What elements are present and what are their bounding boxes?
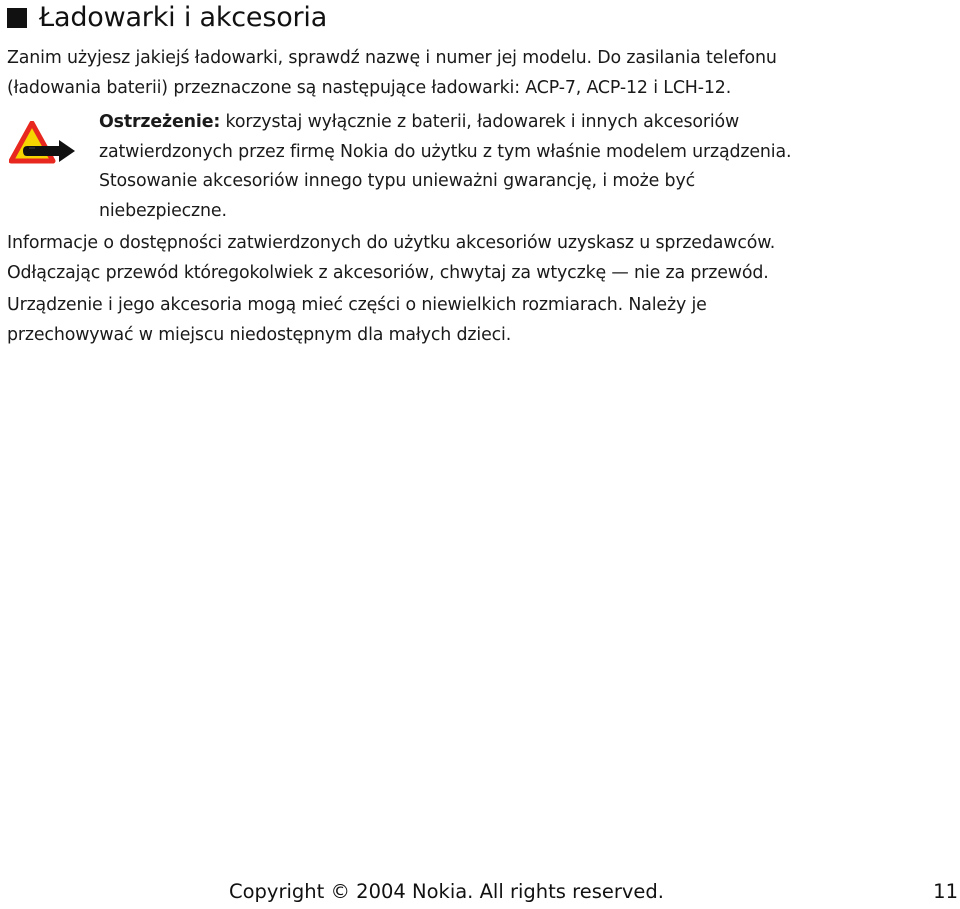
footer-copyright: Copyright © 2004 Nokia. All rights reserved.: [229, 880, 664, 903]
warning-line-2: zatwierdzonych przez firmę Nokia do użytku z tym właśnie modelem urządzenia.: [99, 141, 792, 162]
page-title: Ładowarki i akcesoria: [39, 1, 328, 33]
warning-line-3: Stosowanie akcesoriów innego typu unieważni gwarancję, i może być: [99, 171, 696, 191]
info-line-1: Informacje o dostępności zatwierdzonych do użytku akcesoriów uzyskasz u sprzedawców.: [7, 233, 776, 253]
small-parts-line-2: przechowywać w miejscu niedostępnym dla małych dzieci.: [7, 324, 512, 345]
warning-hand-icon: [9, 121, 77, 165]
intro-paragraph: [7, 44, 777, 103]
intro-line-2: (ładowania baterii) przeznaczone są następujące ładowarki: ACP-7, ACP-12 i LCH-12.: [7, 77, 732, 98]
intro-line-1: Zanim użyjesz jakiejś ładowarki, sprawdź nazwę i numer jej modelu. Do zasilania telefonu: [7, 48, 777, 68]
warning-line-1: [99, 108, 791, 138]
warning-line-4: niebezpieczne.: [99, 200, 227, 221]
small-parts-paragraph: [7, 291, 707, 350]
info-paragraph: [7, 229, 775, 288]
warning-line-1-text: korzystaj wyłącznie z baterii, ładowarek i innych akcesoriów: [220, 112, 740, 132]
page-number: 11: [933, 880, 958, 903]
section-heading: [7, 0, 327, 34]
warning-label: Ostrzeżenie:: [99, 112, 221, 132]
small-parts-line-1: Urządzenie i jego akcesoria mogą mieć części o niewielkich rozmiarach. Należy je: [7, 295, 707, 315]
info-line-2: Odłączając przewód któregokolwiek z akcesoriów, chwytaj za wtyczkę — nie za przewód.: [7, 262, 769, 283]
heading-bullet-square: [7, 8, 27, 28]
warning-paragraph: [99, 108, 791, 226]
